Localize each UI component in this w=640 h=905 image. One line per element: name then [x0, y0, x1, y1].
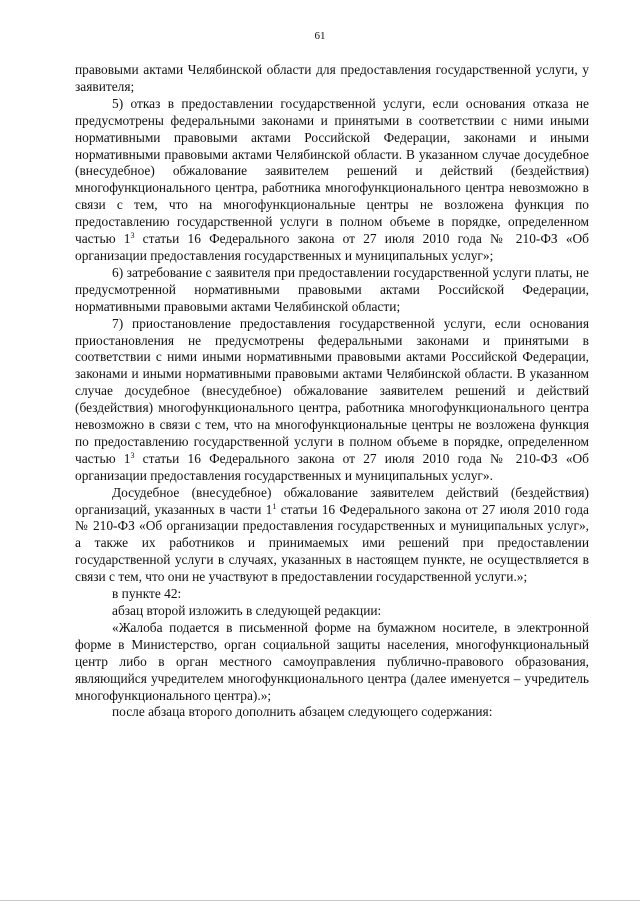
paragraph-appeal-exception [75, 485, 589, 586]
paragraph-continuation [75, 62, 589, 96]
paragraph-second-abzac [75, 603, 589, 620]
paragraph-item-5 [75, 96, 589, 265]
paragraph-text-after: статьи 16 Федерального закона от 27 июля 2010 года № 210-ФЗ «Об организации предоставления государственных и муниципальных услуг»; [75, 231, 589, 263]
page-number: 61 [314, 30, 326, 42]
paragraph-text-after: статьи 16 Федерального закона от 27 июля 2010 года № 210-ФЗ «Об организации предоставления государственных и муниципальных услуг». [75, 450, 589, 483]
paragraph-point-42 [75, 586, 589, 603]
superscript: 1 [272, 501, 277, 511]
paragraph-text: после абзаца второго дополнить абзацем следующего содержания: [112, 704, 493, 720]
paragraph-item-6 [75, 265, 589, 316]
paragraph-text-after: статьи 16 Федерального закона от 27 июля 2010 года № 210-ФЗ «Об организации предоставления государственных и муниципальных услуг», а также их работников и принимаемых ими решений при предоставлении государственной услуги в случаях, указанных в настоящем пункте, не осуществляется в связи с тем, что они не участвуют в предоставлении государственной услуги.»; [75, 501, 589, 585]
superscript: 3 [130, 450, 135, 460]
paragraph-addition [75, 704, 589, 721]
paragraph-complaint-form [75, 620, 589, 705]
paragraph-text: Досудебное (внесудебное) обжалование заявителем действий (бездействия) организаций, указанных в части 1 [75, 484, 589, 517]
paragraph-text: «Жалоба подается в письменной форме на бумажном носителе, в электронной форме в Министерство, орган социальной защиты населения, многофункциональный центр либо в орган местного самоуправления публично-правового образования, являющийся учредителем многофункционального центра (далее именуется – учредитель многофункционального центра).»; [75, 619, 589, 703]
paragraph-text: 6) затребование с заявителя при предоставлении государственной услуги платы, не предусмотренной нормативными правовыми актами Российской Федерации, нормативными правовыми актами Челябинской области; [75, 264, 589, 314]
paragraph-text: 7) приостановление предоставления государственной услуги, если основания приостановления не предусмотрены федеральными законами и принятыми в соответствии с ними иными нормативными правовыми актами Российской Федерации, законами и иными нормативными правовыми актами Челябинской области. В указанном случае досудебное (внесудебное) обжалование заявителем решений и действий (бездействия) многофункционального центра, работника многофункционального центра невозможно в связи с тем, что на многофункциональные центры не возложена функция по предоставлению государственной услуги в полном объеме в порядке, определенном частью 1 [75, 315, 589, 466]
superscript: 3 [130, 231, 135, 241]
document-body [75, 62, 589, 721]
paragraph-text: 5) отказ в предоставлении государственной услуги, если основания отказа не предусмотрены федеральными законами и принятыми в соответствии с ними иными нормативными правовыми актами Российской Федерации, законами и иными нормативными правовыми актами Челябинской области. В указанном случае досудебное (внесудебное) обжалование заявителем решений и действий (бездействия) многофункционального центра, работника многофункционального центра невозможно в связи с тем, что на многофункциональные центры не возложена функция по предоставлению государственной услуги в полном объеме в порядке, определенном частью 1 [75, 95, 589, 247]
paragraph-text: в пункте 42: [112, 586, 182, 602]
page-bottom-border [0, 900, 640, 901]
paragraph-text: абзац второй изложить в следующей редакции: [112, 603, 382, 618]
paragraph-text: правовыми актами Челябинской области для предоставления государственной услуги, у заявителя; [75, 62, 589, 94]
paragraph-item-7 [75, 316, 589, 485]
